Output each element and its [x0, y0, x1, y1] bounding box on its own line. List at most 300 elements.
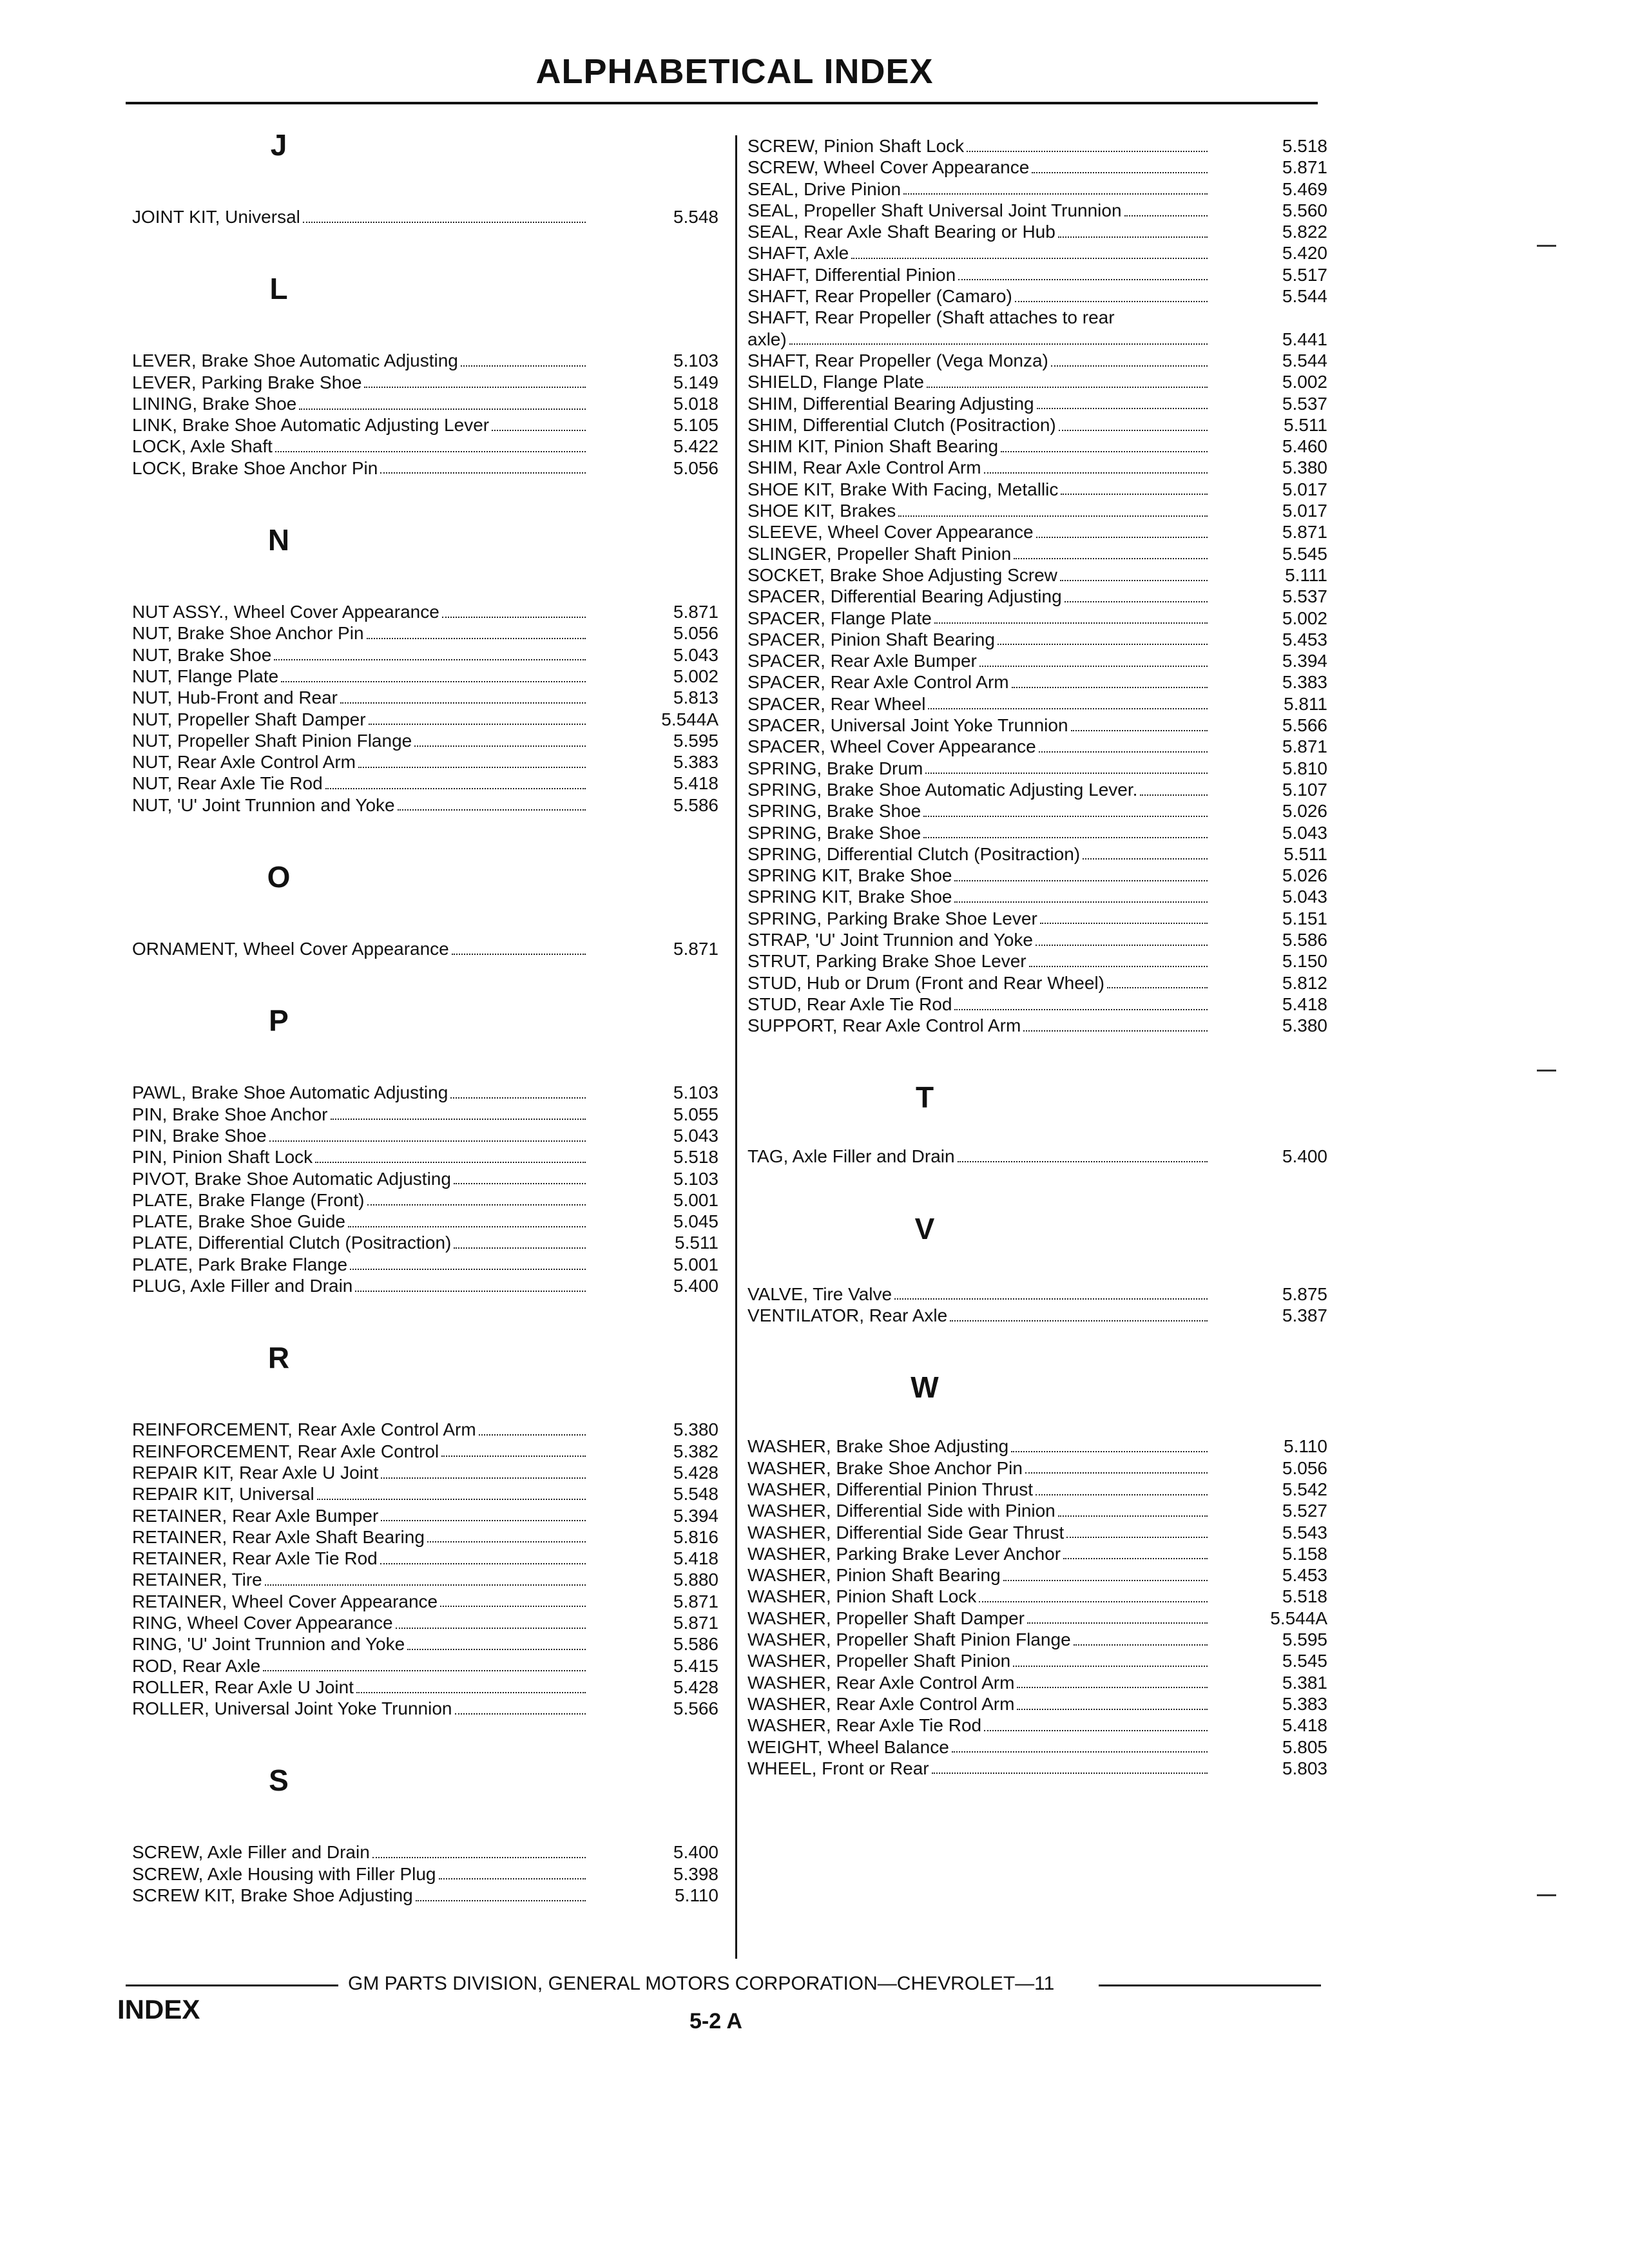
entry-page: 5.453: [1282, 1565, 1327, 1586]
dot-leader: [265, 1584, 586, 1586]
index-entry: [747, 586, 1327, 607]
index-entry: [747, 242, 1327, 264]
dot-leader: [407, 1649, 586, 1650]
entry-name: SCREW, Pinion Shaft Lock: [747, 136, 965, 156]
index-entry: [747, 1457, 1327, 1479]
dot-leader: [348, 1226, 586, 1227]
entry-name: SPACER, Flange Plate: [747, 608, 932, 628]
index-entry: [132, 709, 718, 730]
index-entry: [747, 800, 1327, 822]
entry-page: 5.545: [1282, 543, 1327, 564]
entry-name: PAWL, Brake Shoe Automatic Adjusting: [132, 1082, 448, 1103]
dot-leader: [367, 1204, 586, 1206]
dot-leader: [1011, 1451, 1208, 1452]
entry-page: 5.018: [673, 393, 718, 414]
entry-name: SPACER, Rear Axle Bumper: [747, 651, 977, 671]
dot-leader: [894, 1298, 1208, 1300]
entry-name: SHOE KIT, Brake With Facing, Metallic: [747, 479, 1059, 499]
dot-leader: [454, 1247, 586, 1249]
index-entry: [747, 650, 1327, 671]
right-index-column: [747, 135, 1327, 1779]
dot-leader: [275, 451, 586, 452]
index-entry: [747, 1715, 1327, 1736]
dot-leader: [1058, 236, 1208, 238]
entry-name: JOINT KIT, Universal: [132, 207, 300, 227]
index-entry: [747, 1283, 1327, 1305]
index-entry: [747, 264, 1327, 285]
dot-leader: [979, 666, 1208, 667]
index-entry: [747, 564, 1327, 586]
dot-leader: [416, 1900, 586, 1901]
index-entry: [132, 1548, 718, 1569]
dot-leader: [479, 1434, 586, 1436]
entry-page: 5.110: [675, 1885, 718, 1906]
entry-name: SCREW KIT, Brake Shoe Adjusting: [132, 1885, 413, 1906]
dot-leader: [1066, 1537, 1208, 1538]
index-entry: [132, 1211, 718, 1232]
entry-name: REINFORCEMENT, Rear Axle Control Arm: [132, 1419, 476, 1440]
dot-leader: [380, 1563, 586, 1564]
entry-page: 5.548: [673, 1484, 718, 1504]
entry-name: NUT ASSY., Wheel Cover Appearance: [132, 602, 439, 622]
dot-leader: [928, 708, 1208, 709]
entry-name: WASHER, Pinion Shaft Bearing: [747, 1565, 1001, 1586]
index-entry: [747, 350, 1327, 371]
index-entry: [132, 350, 718, 371]
index-entry: [747, 671, 1327, 693]
dot-leader: [303, 222, 586, 223]
index-entry: [132, 1168, 718, 1189]
index-entry: [747, 1305, 1327, 1326]
footer-publisher: GM PARTS DIVISION, GENERAL MOTORS CORPORATION—CHEVROLET—11: [348, 1973, 1055, 1994]
entry-page: 5.045: [673, 1211, 718, 1232]
entry-name: NUT, Propeller Shaft Pinion Flange: [132, 730, 412, 751]
entry-page: 5.400: [1282, 1146, 1327, 1167]
entry-page: 5.518: [1282, 136, 1327, 156]
index-entry: [747, 329, 1327, 350]
entry-page: 5.566: [673, 1698, 718, 1719]
dot-leader: [315, 1162, 586, 1163]
entry-name: LINK, Brake Shoe Automatic Adjusting Lever: [132, 415, 490, 436]
dot-leader: [340, 702, 586, 704]
entry-name: LINING, Brake Shoe: [132, 393, 297, 414]
dot-leader: [1051, 365, 1208, 367]
entry-page: 5.415: [673, 1655, 718, 1676]
entry-name: LOCK, Axle Shaft: [132, 436, 273, 457]
index-entry: [747, 779, 1327, 800]
dot-leader: [331, 1119, 586, 1120]
entry-page: 5.387: [1282, 1305, 1327, 1326]
dot-leader: [380, 472, 586, 474]
dot-leader: [350, 1269, 586, 1270]
dot-leader: [439, 1878, 586, 1879]
entry-name: axle): [747, 329, 787, 349]
dot-leader: [954, 901, 1208, 903]
dot-leader: [954, 1009, 1208, 1010]
index-entry: [747, 972, 1327, 994]
entry-name: TAG, Axle Filler and Drain: [747, 1146, 955, 1167]
column-divider: [735, 135, 737, 1959]
index-entry: [747, 521, 1327, 543]
dot-leader: [1039, 751, 1208, 753]
entry-page: 5.394: [673, 1505, 718, 1526]
index-entry: [747, 715, 1327, 736]
entry-name: NUT, Flange Plate: [132, 666, 279, 686]
dot-leader: [274, 659, 586, 660]
section-spacer: [132, 227, 718, 266]
dot-leader: [1012, 687, 1208, 688]
dot-leader: [1074, 1644, 1208, 1646]
dot-leader: [967, 151, 1208, 152]
index-entry: [747, 1758, 1327, 1779]
entry-name: RETAINER, Rear Axle Shaft Bearing: [132, 1526, 425, 1547]
dot-leader: [1071, 730, 1208, 731]
index-entry: [747, 886, 1327, 907]
dot-leader: [1013, 1666, 1208, 1667]
entry-name: RETAINER, Wheel Cover Appearance: [132, 1591, 438, 1611]
index-entry: [132, 1483, 718, 1504]
index-entry: [132, 1505, 718, 1526]
index-entry: [747, 608, 1327, 629]
index-entry: [747, 693, 1327, 715]
dot-leader: [903, 193, 1208, 195]
entry-name: SPRING, Brake Drum: [747, 758, 923, 778]
index-entry: [747, 1015, 1327, 1036]
dot-leader: [1017, 1687, 1208, 1688]
entry-page: 5.428: [673, 1462, 718, 1483]
index-entry: [132, 1885, 718, 1906]
dot-leader: [1124, 215, 1208, 216]
index-entry: [747, 1693, 1327, 1715]
entry-name: SPACER, Differential Bearing Adjusting: [747, 586, 1062, 607]
entry-name: PLATE, Brake Flange (Front): [132, 1189, 365, 1210]
dot-leader: [461, 365, 586, 367]
index-entry: [132, 1146, 718, 1168]
entry-name: NUT, 'U' Joint Trunnion and Yoke: [132, 794, 395, 815]
dot-leader: [442, 617, 586, 618]
entry-name: WASHER, Parking Brake Lever Anchor: [747, 1543, 1061, 1564]
entry-name: WASHER, Propeller Shaft Pinion: [747, 1651, 1011, 1671]
index-entry: [132, 1677, 718, 1698]
index-entry: [747, 414, 1327, 436]
entry-name: LOCK, Brake Shoe Anchor Pin: [132, 457, 378, 478]
section-letter: L: [269, 272, 288, 306]
entry-name: PLATE, Brake Shoe Guide: [132, 1211, 345, 1232]
index-entry: [747, 135, 1327, 157]
index-entry: [747, 221, 1327, 242]
entry-page: 5.418: [1282, 1715, 1327, 1736]
section-letter: W: [911, 1370, 939, 1405]
dot-leader: [358, 767, 586, 768]
entry-name: WASHER, Pinion Shaft Lock: [747, 1586, 977, 1607]
dot-leader: [932, 1773, 1208, 1774]
index-entry: [132, 1189, 718, 1211]
dot-leader: [1058, 1515, 1208, 1517]
entry-name: RETAINER, Rear Axle Bumper: [132, 1505, 379, 1526]
section-letter: S: [269, 1763, 289, 1798]
entry-page: 5.002: [1282, 372, 1327, 392]
section-spacer: [747, 1168, 1327, 1206]
index-entry: [132, 1232, 718, 1253]
index-entry: [747, 457, 1327, 478]
entry-name: SPACER, Pinion Shaft Bearing: [747, 629, 995, 649]
entry-page: 5.871: [673, 1591, 718, 1611]
entry-page: 5.055: [673, 1104, 718, 1124]
entry-name: NUT, Propeller Shaft Damper: [132, 709, 366, 729]
entry-name: SPACER, Universal Joint Yoke Trunnion: [747, 715, 1068, 736]
entry-name: SHIM, Differential Clutch (Positraction): [747, 414, 1056, 435]
entry-page: 5.380: [1282, 457, 1327, 478]
dot-leader: [1001, 451, 1208, 452]
entry-page: 5.026: [1282, 801, 1327, 822]
entry-name: SPACER, Rear Wheel: [747, 693, 926, 714]
dot-leader: [925, 773, 1208, 774]
entry-page: 5.560: [1282, 200, 1327, 220]
entry-page: 5.527: [1282, 1501, 1327, 1521]
entry-name: SPACER, Rear Axle Control Arm: [747, 672, 1009, 693]
section-spacer: [132, 1043, 718, 1082]
entry-page: 5.517: [1282, 264, 1327, 285]
entry-page: 5.871: [673, 602, 718, 622]
dot-leader: [851, 258, 1208, 259]
entry-name: SHIM, Rear Axle Control Arm: [747, 457, 981, 478]
dot-leader: [1032, 172, 1208, 173]
entry-name: WASHER, Rear Axle Control Arm: [747, 1672, 1015, 1693]
entry-page: 5.422: [673, 436, 718, 457]
dot-leader: [950, 1320, 1208, 1321]
section-spacer: [132, 479, 718, 517]
index-entry: [747, 758, 1327, 779]
index-entry: [132, 1254, 718, 1275]
dot-leader: [1059, 430, 1208, 431]
entry-name: PLATE, Differential Clutch (Positraction): [132, 1233, 452, 1253]
entry-name: WASHER, Differential Side Gear Thrust: [747, 1522, 1065, 1542]
index-entry: [132, 773, 718, 794]
left-index-column: [132, 122, 718, 1906]
index-entry: [747, 178, 1327, 200]
entry-page: 5.428: [673, 1677, 718, 1697]
dot-leader: [281, 681, 586, 682]
entry-page: 5.383: [673, 752, 718, 773]
entry-name: SHOE KIT, Brakes: [747, 501, 896, 521]
dot-leader: [984, 1730, 1208, 1731]
entry-page: 5.056: [1282, 1457, 1327, 1478]
index-entry: [747, 1479, 1327, 1500]
entry-page: 5.875: [1282, 1283, 1327, 1304]
index-entry: [132, 687, 718, 708]
entry-name: NUT, Brake Shoe: [132, 644, 272, 665]
dot-leader: [452, 954, 586, 955]
entry-page: 5.043: [673, 1125, 718, 1146]
entry-name: PLUG, Axle Filler and Drain: [132, 1276, 353, 1296]
dot-leader: [372, 1857, 586, 1858]
index-entry: [132, 1569, 718, 1590]
index-entry: [132, 372, 718, 393]
entry-page: 5.043: [1282, 887, 1327, 907]
entry-page: 5.518: [1282, 1586, 1327, 1607]
entry-name: SPACER, Wheel Cover Appearance: [747, 736, 1036, 757]
index-entry: [132, 794, 718, 816]
index-entry: [132, 206, 718, 227]
entry-page: 5.418: [673, 773, 718, 794]
index-entry: [132, 601, 718, 622]
page-title: ALPHABETICAL INDEX: [535, 52, 934, 91]
entry-name: NUT, Rear Axle Control Arm: [132, 752, 356, 773]
entry-page: 5.871: [673, 939, 718, 959]
entry-page: 5.811: [1284, 693, 1327, 714]
section-letter: T: [915, 1081, 934, 1115]
dot-leader: [1037, 408, 1208, 409]
entry-name: SPRING, Parking Brake Shoe Lever: [747, 908, 1037, 928]
entry-page: 5.017: [1282, 479, 1327, 499]
entry-name: REPAIR KIT, Rear Axle U Joint: [132, 1462, 379, 1483]
index-entry: [747, 908, 1327, 929]
entry-page: 5.420: [1282, 243, 1327, 264]
section-letter: O: [267, 860, 291, 894]
index-entry: [747, 500, 1327, 521]
index-entry: [132, 730, 718, 751]
dot-leader: [440, 1606, 586, 1607]
entry-name: SPRING, Brake Shoe: [747, 822, 921, 843]
entry-page: 5.381: [1282, 1672, 1327, 1693]
dot-leader: [923, 816, 1208, 817]
index-entry: [132, 1441, 718, 1462]
margin-mark: [1537, 1894, 1556, 1896]
dot-leader: [427, 1541, 586, 1542]
entry-page: 5.586: [673, 1634, 718, 1655]
index-entry: [132, 1125, 718, 1146]
entry-name: SEAL, Propeller Shaft Universal Joint Trunnion: [747, 200, 1122, 220]
entry-page: 5.803: [1282, 1758, 1327, 1778]
entry-name: SPRING, Differential Clutch (Positraction): [747, 843, 1081, 864]
dot-leader: [455, 1713, 586, 1715]
entry-page: 5.150: [1282, 951, 1327, 972]
entry-page: 5.441: [1282, 329, 1327, 349]
section-spacer: [132, 816, 718, 854]
entry-name: WHEEL, Front or Rear: [747, 1758, 929, 1778]
entry-page: 5.518: [673, 1147, 718, 1168]
entry-name: REINFORCEMENT, Rear Axle Control: [132, 1441, 439, 1461]
entry-name: WASHER, Rear Axle Tie Rod: [747, 1715, 982, 1736]
entry-page: 5.380: [1282, 1015, 1327, 1036]
index-entry: [132, 457, 718, 479]
index-entry: [132, 751, 718, 773]
entry-page: 5.043: [673, 644, 718, 665]
dot-leader: [1025, 1472, 1208, 1474]
index-entry: [747, 950, 1327, 972]
entry-page: 5.812: [1282, 972, 1327, 993]
dot-leader: [1014, 558, 1208, 559]
entry-name: SCREW, Axle Filler and Drain: [132, 1842, 370, 1863]
entry-name: SEAL, Rear Axle Shaft Bearing or Hub: [747, 222, 1055, 242]
entry-page: 5.111: [1285, 564, 1327, 585]
entry-page: 5.880: [673, 1570, 718, 1590]
index-entry: [747, 1586, 1327, 1607]
index-entry: [747, 307, 1327, 328]
entry-name: SUPPORT, Rear Axle Control Arm: [747, 1015, 1021, 1036]
entry-page: 5.544: [1282, 286, 1327, 307]
entry-page: 5.103: [673, 1168, 718, 1189]
index-entry: [747, 436, 1327, 457]
entry-page: 5.537: [1282, 586, 1327, 607]
dot-leader: [381, 1477, 586, 1479]
entry-name: RETAINER, Tire: [132, 1570, 262, 1590]
page-number: 5-2 A: [689, 2009, 742, 2033]
dot-leader: [492, 430, 586, 431]
dot-leader: [934, 622, 1208, 624]
entry-name: RETAINER, Rear Axle Tie Rod: [132, 1548, 378, 1569]
entry-page: 5.813: [673, 687, 718, 708]
dot-leader: [454, 1183, 586, 1184]
entry-page: 5.158: [1282, 1543, 1327, 1564]
entry-name: SPRING KIT, Brake Shoe: [747, 887, 952, 907]
entry-page: 5.511: [1284, 414, 1327, 435]
section-spacer: [132, 1803, 718, 1841]
section-spacer: [132, 311, 718, 350]
index-entry: [747, 285, 1327, 307]
dot-leader: [1015, 301, 1208, 302]
entry-page: 5.871: [673, 1612, 718, 1633]
dot-leader: [954, 880, 1208, 881]
index-entry: [747, 200, 1327, 221]
index-entry: [747, 543, 1327, 564]
entry-page: 5.151: [1282, 908, 1327, 928]
dot-leader: [369, 724, 586, 725]
index-entry: [132, 1841, 718, 1863]
index-entry: [747, 393, 1327, 414]
dot-leader: [269, 1140, 586, 1142]
index-entry: [747, 865, 1327, 886]
index-entry: [747, 822, 1327, 843]
entry-page: 5.043: [1282, 822, 1327, 843]
section-letter: J: [270, 128, 287, 162]
index-entry: [747, 994, 1327, 1015]
footer-rule-right: [1099, 1984, 1321, 1986]
entry-page: 5.544A: [1270, 1608, 1327, 1628]
entry-name: SPRING KIT, Brake Shoe: [747, 865, 952, 886]
entry-page: 5.017: [1282, 501, 1327, 521]
dot-leader: [1065, 601, 1208, 602]
section-spacer: [132, 1380, 718, 1419]
entry-page: 5.380: [673, 1419, 718, 1440]
entry-name: LEVER, Brake Shoe Automatic Adjusting: [132, 351, 458, 371]
dot-leader: [958, 279, 1208, 280]
index-entry: [747, 1564, 1327, 1586]
dot-leader: [923, 837, 1208, 838]
entry-name: WEIGHT, Wheel Balance: [747, 1736, 949, 1757]
dot-leader: [1003, 1580, 1208, 1581]
entry-name: WASHER, Brake Shoe Adjusting: [747, 1436, 1009, 1457]
entry-name: SLINGER, Propeller Shaft Pinion: [747, 543, 1012, 564]
dot-leader: [1107, 987, 1208, 988]
dot-leader: [1140, 794, 1208, 796]
entry-page: 5.586: [673, 794, 718, 815]
section-spacer: [747, 1036, 1327, 1075]
index-entry: [132, 1591, 718, 1612]
dot-leader: [364, 387, 586, 388]
index-entry: [132, 436, 718, 457]
entry-page: 5.595: [1282, 1629, 1327, 1650]
dot-leader: [1027, 1622, 1208, 1624]
index-entry: [132, 414, 718, 436]
entry-page: 5.871: [1282, 157, 1327, 178]
entry-page: 5.586: [1282, 929, 1327, 950]
entry-name: SHIELD, Flange Plate: [747, 372, 924, 392]
entry-page: 5.056: [673, 623, 718, 644]
dot-leader: [263, 1670, 586, 1671]
section-letter: P: [269, 1004, 289, 1038]
dot-leader: [317, 1499, 586, 1500]
